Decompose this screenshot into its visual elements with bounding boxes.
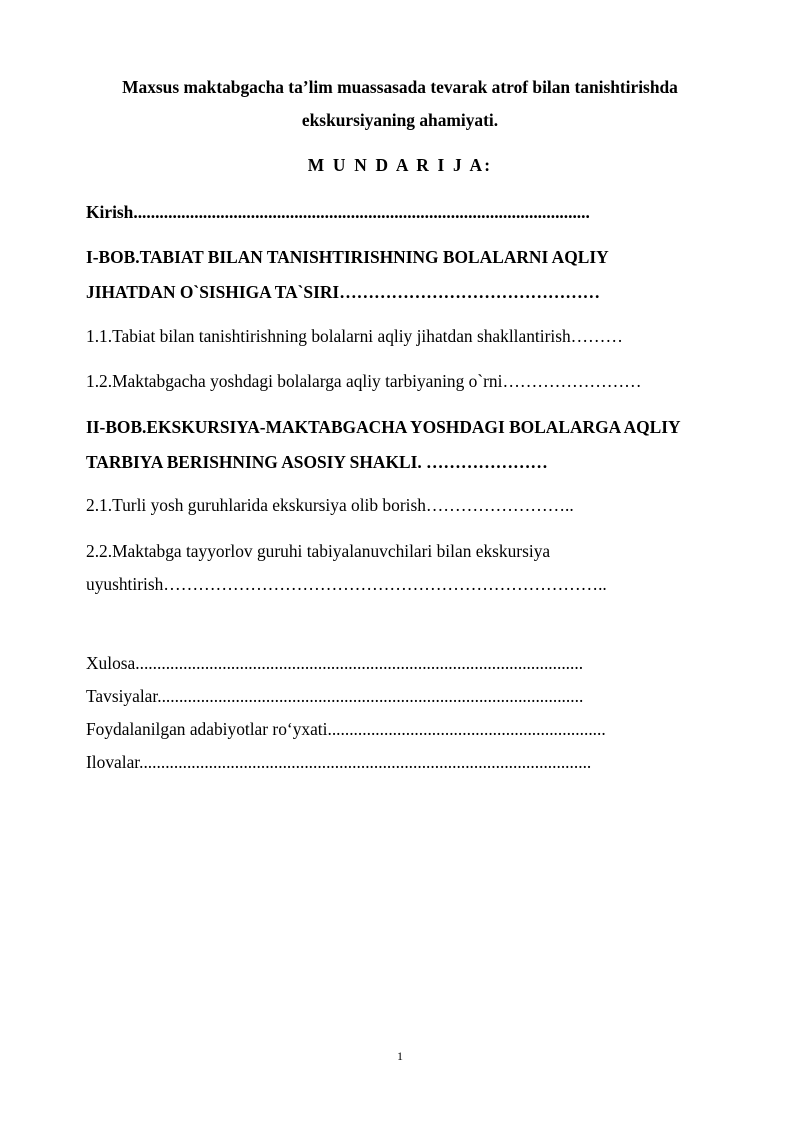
toc-chapter-1-title-line-1: I-BOB.TABIAT BILAN TANISHTIRISHNING BOLALARNI AQLIY: [86, 247, 609, 267]
toc-chapter-2-title-line-1: II-BOB.EKSKURSIYA-MAKTABGACHA YOSHDAGI BOLALARGA AQLIY: [86, 417, 681, 437]
toc-entry-appendices: Ilovalar........................................................................................................: [86, 752, 592, 772]
toc-section-1-2: 1.2.Maktabgacha yoshdagi bolalarga aqliy tarbiyaning o`rni……………………: [86, 371, 642, 391]
toc-entry-references: Foydalanilgan adabiyotlar ro‘yxati................................................................: [86, 719, 606, 739]
toc-entry-recommendations: Tavsiyalar..................................................................................................: [86, 686, 584, 706]
toc-chapter-2-title-line-2: TARBIYA BERISHNING ASOSIY SHAKLI. …………………: [86, 452, 548, 472]
toc-section-2-1: 2.1.Turli yosh guruhlarida ekskursiya olib borish……………………..: [86, 495, 574, 515]
toc-section-2-2-line-2: uyushtirish…………………………………………………………………..: [86, 574, 607, 594]
toc-section-1-1: 1.1.Tabiat bilan tanishtirishning bolalarni aqliy jihatdan shakllantirish………: [86, 326, 623, 346]
document-title-line-2: ekskursiyaning ahamiyati.: [301, 110, 499, 130]
page-number: 1: [397, 1049, 403, 1063]
document-title-line-1: Maxsus maktabgacha ta’lim muassasada tevarak atrof bilan tanishtirishda: [122, 77, 678, 97]
toc-chapter-1-title-line-2: JIHATDAN O`SISHIGA TA`SIRI………………………………………: [86, 282, 601, 302]
toc-entry-conclusion: Xulosa.......................................................................................................: [86, 653, 584, 673]
toc-section-2-2-line-1: 2.2.Maktabga tayyorlov guruhi tabiyalanuvchilari bilan ekskursiya: [86, 541, 551, 561]
table-of-contents-heading: M U N D A R I J A:: [307, 155, 493, 175]
toc-entry-introduction: Kirish.........................................................................................................: [86, 202, 590, 222]
